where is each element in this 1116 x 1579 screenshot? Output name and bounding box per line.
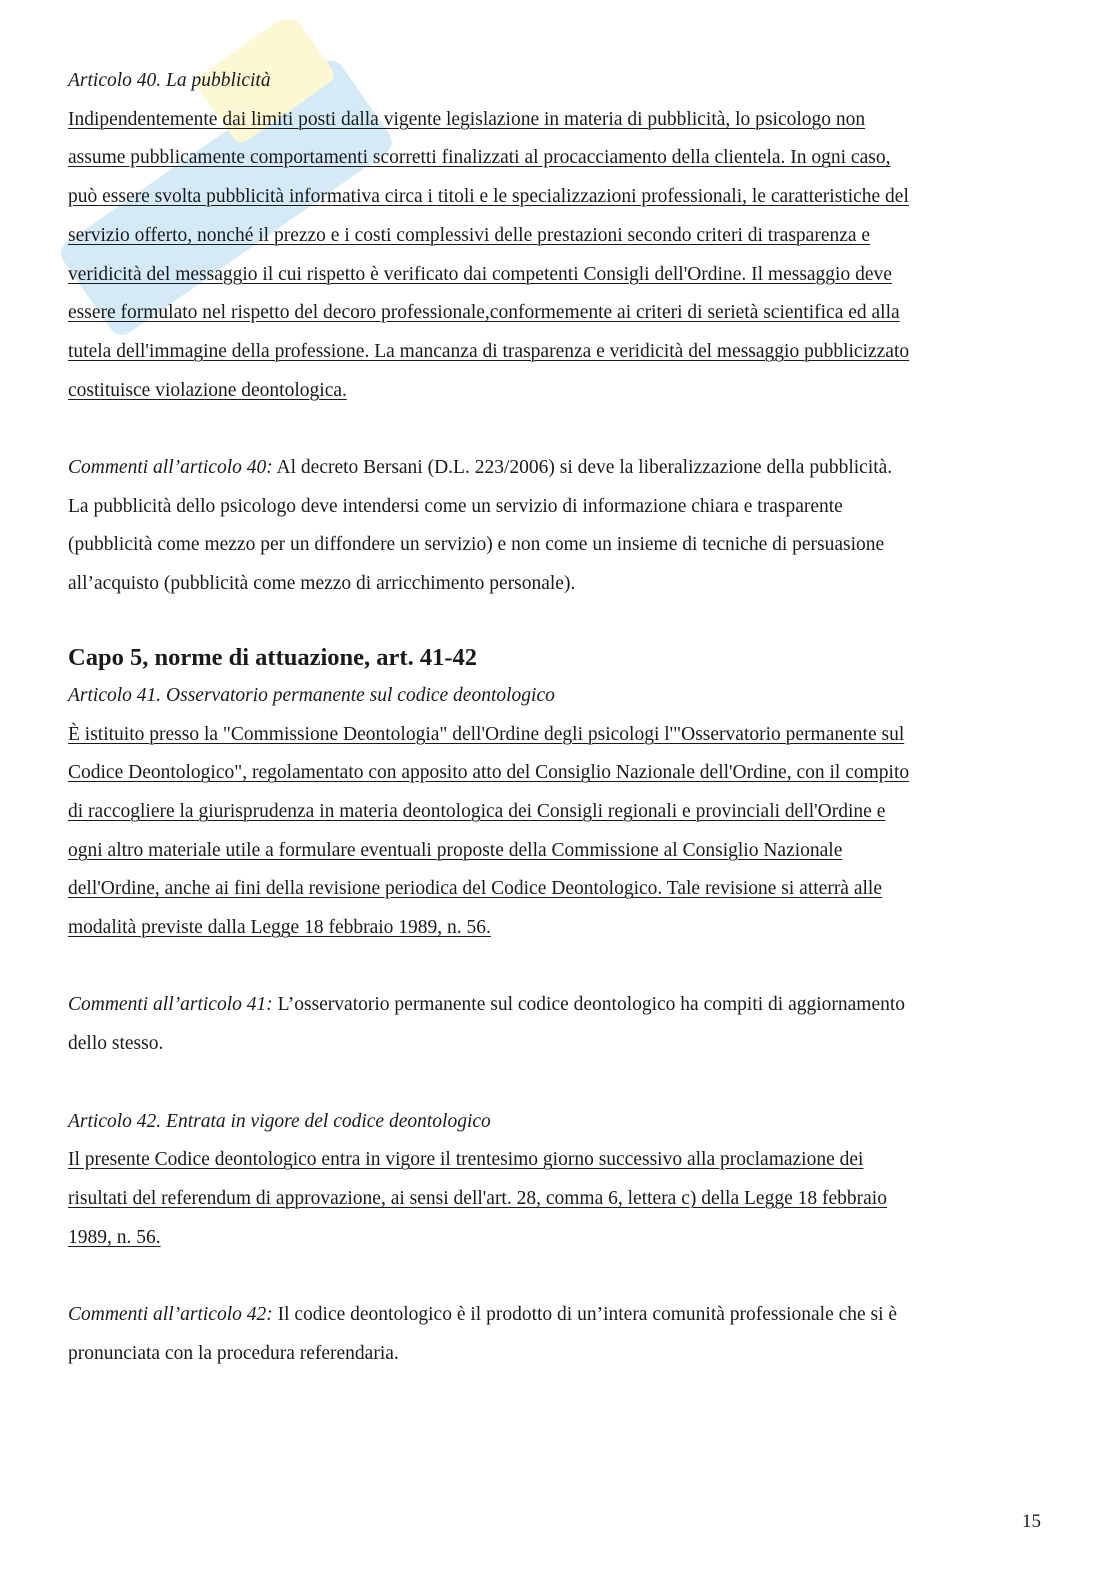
article-41-text <box>68 716 1048 948</box>
article-42-text <box>68 1141 1048 1257</box>
chapter-5-heading: Capo 5, norme di attuazione, art. 41-42 <box>68 643 477 671</box>
text-line: modalità previste dalla Legge 18 febbraio 1989, n. 56. <box>68 917 491 939</box>
page-number: 15 <box>1022 1511 1041 1532</box>
document-page <box>68 62 1048 1373</box>
text-line: (pubblicità come mezzo per un diffondere un servizio) e non come un insieme di tecniche di persuasione <box>68 534 885 556</box>
comment-first-line: Commenti all’articolo 42: Il codice deontologico è il prodotto di un’intera comunità professionale che si è <box>68 1304 898 1326</box>
text-line: La pubblicità dello psicologo deve intendersi come un servizio di informazione chiara e trasparente <box>68 495 843 517</box>
text-line: pronunciata con la procedura referendaria. <box>68 1342 399 1364</box>
text-line: È istituito presso la "Commissione Deontologia" dell'Ordine degli psicologi l'"Osservatorio permanente sul <box>68 723 905 745</box>
text-line: 1989, n. 56. <box>68 1226 161 1248</box>
text-line: assume pubblicamente comportamenti scorretti finalizzati al procacciamento della clientela. In ogni caso, <box>68 147 891 169</box>
text-line: Il presente Codice deontologico entra in vigore il trentesimo giorno successivo alla proclamazione dei <box>68 1149 864 1171</box>
comment-40 <box>68 449 1048 604</box>
text-line: Codice Deontologico", regolamentato con apposito atto del Consiglio Nazionale dell'Ordine, con il compito <box>68 762 910 784</box>
comment-first-line: Commenti all’articolo 40: Al decreto Bersani (D.L. 223/2006) si deve la liberalizzazione della pubblicità. <box>68 457 893 479</box>
text-line: veridicità del messaggio il cui rispetto è verificato dai competenti Consigli dell'Ordine. Il messaggio deve <box>68 263 892 285</box>
text-line: dello stesso. <box>68 1033 164 1055</box>
text-line: risultati del referendum di approvazione, ai sensi dell'art. 28, comma 6, lettera c) della Legge 18 febbraio <box>68 1187 887 1209</box>
text-line: ogni altro materiale utile a formulare eventuali proposte della Commissione al Consiglio Nazionale <box>68 839 843 861</box>
text-line: Indipendentemente dai limiti posti dalla vigente legislazione in materia di pubblicità, lo psicologo non <box>68 108 866 130</box>
text-line: costituisce violazione deontologica. <box>68 379 347 401</box>
comment-42 <box>68 1296 1048 1373</box>
article-42-title: Articolo 42. Entrata in vigore del codice deontologico <box>68 1110 491 1132</box>
text-line: tutela dell'immagine della professione. La mancanza di trasparenza e veridicità del messaggio pubblicizzato <box>68 340 910 362</box>
text-line: essere formulato nel rispetto del decoro professionale,conformemente ai criteri di serietà scientifica ed alla <box>68 302 900 324</box>
text-line: può essere svolta pubblicità informativa circa i titoli e le specializzazioni professionali, le caratteristiche del <box>68 186 909 208</box>
comment-41 <box>68 986 1048 1063</box>
text-line: dell'Ordine, anche ai fini della revisione periodica del Codice Deontologico. Tale revisione si atterrà alle <box>68 878 882 900</box>
comment-label: Commenti all’articolo 41: <box>68 994 273 1016</box>
article-41-title: Articolo 41. Osservatorio permanente sul codice deontologico <box>68 684 555 706</box>
comment-label: Commenti all’articolo 42: <box>68 1304 273 1326</box>
text-line: di raccogliere la giurisprudenza in materia deontologica dei Consigli regionali e provinciali dell'Ordine e <box>68 800 886 822</box>
article-40-title: Articolo 40. La pubblicità <box>68 70 271 91</box>
text-line: servizio offerto, nonché il prezzo e i costi complessivi delle prestazioni secondo criteri di trasparenza e <box>68 224 871 246</box>
comment-label: Commenti all’articolo 40: <box>68 457 273 479</box>
text-line: all’acquisto (pubblicità come mezzo di arricchimento personale). <box>68 573 576 595</box>
article-40-text <box>68 101 1048 411</box>
comment-first-line: Commenti all’articolo 41: L’osservatorio permanente sul codice deontologico ha compiti di aggiornamento <box>68 994 906 1016</box>
